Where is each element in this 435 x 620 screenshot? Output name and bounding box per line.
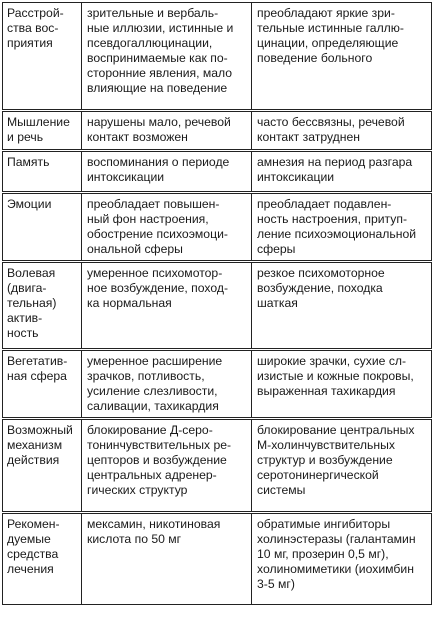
- table-cell: блокирование центральных М-холинчувствительных структур и возбуждение серотонинергической системы: [252, 419, 432, 513]
- table-row: [3, 419, 432, 513]
- table-cell: умеренное расширение зрачков, потливость, усиление слезливости, саливации, тахикардия: [82, 350, 252, 419]
- table-cell: обратимые ингибиторы холинэстеразы (галантамин 10 мг, прозерин 0,5 мг), холиномиметики (иохимбин 3-5 мг): [252, 513, 432, 605]
- table-cell: зрительные и вербаль- ные иллюзии, истинные и псевдогаллюцинации, воспринимаемые как по- сторонние явления, мало влияющие на поведение: [82, 3, 252, 111]
- table-cell: мексамин, никотиновая кислота по 50 мг: [82, 513, 252, 605]
- row-category: Вегетатив- ная сфера: [3, 350, 82, 419]
- table-row: [3, 262, 432, 350]
- row-category: Память: [3, 151, 82, 193]
- row-category: Рекомен- дуемые средства лечения: [3, 513, 82, 605]
- table-cell: преобладают яркие зри- тельные истинные галлю- цинации, определяющие поведение больного: [252, 3, 432, 111]
- comparison-table: [2, 2, 432, 605]
- table-cell: резкое психомоторное возбуждение, походка шаткая: [252, 262, 432, 350]
- table-row: [3, 193, 432, 262]
- table-cell: преобладает подавлен- ность настроения, притуп- ление психоэмоциональной сферы: [252, 193, 432, 262]
- row-category: Волевая (двига- тельная) актив- ность: [3, 262, 82, 350]
- table-cell: преобладает повышен- ный фон настроения, обострение психоэмоци- ональной сферы: [82, 193, 252, 262]
- table-cell: воспоминания о периоде интоксикации: [82, 151, 252, 193]
- table-cell: блокирование Д-серо- тонинчувствительных ре- цепторов и возбуждение центральных адренер- гических структур: [82, 419, 252, 513]
- table-cell: широкие зрачки, сухие сл- изистые и кожные покровы, выраженная тахикардия: [252, 350, 432, 419]
- table-row: [3, 3, 432, 111]
- table-cell: нарушены мало, речевой контакт возможен: [82, 111, 252, 151]
- table-cell: часто бессвязны, речевой контакт затруднен: [252, 111, 432, 151]
- row-category: Эмоции: [3, 193, 82, 262]
- table-row: [3, 513, 432, 605]
- row-category: Мышление и речь: [3, 111, 82, 151]
- table-row: [3, 151, 432, 193]
- table-row: [3, 350, 432, 419]
- table-row: [3, 111, 432, 151]
- row-category: Расстрой- ства вос- приятия: [3, 3, 82, 111]
- row-category: Возможный механизм действия: [3, 419, 82, 513]
- table-cell: амнезия на период разгара интоксикации: [252, 151, 432, 193]
- table-cell: умеренное психомотор- ное возбуждение, поход- ка нормальная: [82, 262, 252, 350]
